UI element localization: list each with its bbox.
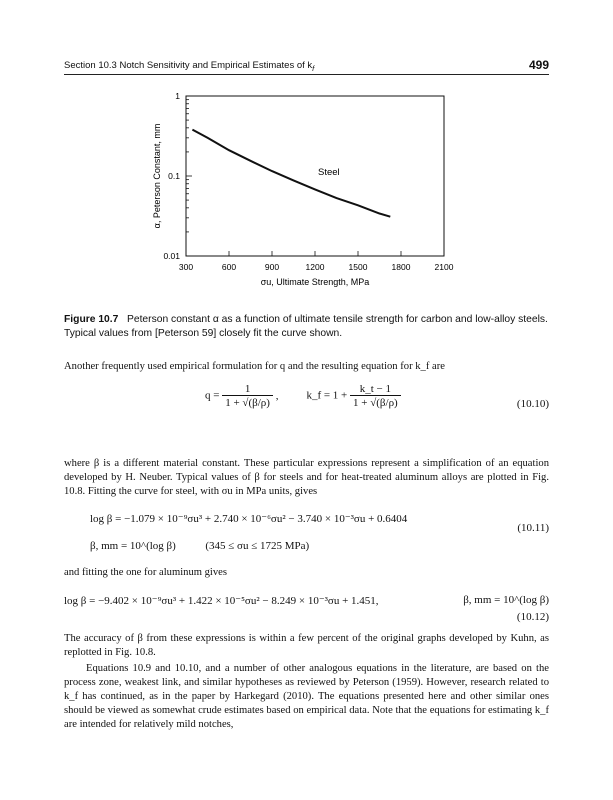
x-tick-label: 1500	[348, 262, 368, 272]
running-header	[64, 58, 549, 75]
page-number: 499	[528, 58, 549, 72]
steel-curve	[192, 130, 390, 217]
eq-kf-lhs: k_f = 1 +	[306, 389, 348, 402]
eq-range: (345 ≤ σu ≤ 1725 MPa)	[205, 540, 310, 552]
eq-q-fraction	[222, 383, 273, 409]
section-title: Section 10.3 Notch Sensitivity and Empirical Estimates of $k_f$	[64, 60, 315, 73]
eq-kf-den: 1 + √(β/ρ)	[353, 397, 398, 409]
x-ticks	[179, 251, 454, 272]
eq-q-lhs: q =	[205, 389, 220, 402]
equation-number-10-12: (10.12)	[516, 611, 549, 623]
steel-annotation: Steel	[318, 167, 340, 178]
eq-q-num: 1	[222, 383, 273, 396]
figure-caption	[64, 313, 549, 341]
x-axis-label: σu, Ultimate Strength, MPa	[260, 277, 370, 287]
y-tick-label: 0.1	[168, 171, 180, 181]
eq-kf-fraction	[350, 383, 401, 409]
x-tick-label: 300	[178, 262, 194, 272]
y-ticks	[163, 91, 192, 261]
figure-caption-text: Peterson constant α as a function of ultimate tensile strength for carbon and low-alloy steels. Typical values from [Peterson 59] closely fit the curve shown.	[64, 314, 548, 339]
intro-paragraph: Another frequently used empirical formulation for q and the resulting equation for k_f are	[64, 361, 445, 372]
equation-10-11-line2	[90, 540, 309, 552]
equation-number-10-11: (10.11)	[517, 522, 549, 534]
equation-10-12-line1: log β = −9.402 × 10⁻⁹σu³ + 1.422 × 10⁻⁵σu² − 8.249 × 10⁻³σu + 1.451,	[64, 595, 379, 607]
equation-10-10: q = $\frac{1}{1 + √(\beta/\rho)}$ , k_f = 1 + $\frac{k\_t - 1}{1 + √(\beta/\rho)}$	[205, 383, 401, 409]
x-tick-label: 600	[221, 262, 237, 272]
paragraph-accuracy: The accuracy of β from these expressions is within a few percent of the original graphs developed by Kuhn, as replotted in Fig. 10.8.	[64, 633, 549, 658]
y-axis-label: α, Peterson Constant, mm	[152, 123, 162, 229]
paragraph-beta: where β is a different material constant. These particular expressions represent a simplification of an equation developed by H. Neuber. Typical values of β for steels and for heat-treated aluminum alloys are plotted in Fig. 10.8. Fitting the curve for steel, with σu in MPa units, gives	[64, 458, 549, 497]
eq-kf-num: k_t − 1	[350, 383, 401, 396]
paragraph-equations: Equations 10.9 and 10.10, and a number of other analogous equations in the literature, are based on the process zone, weakest link, and similar hypotheses as reviewed by Peterson (1959). However, research related to k_f has continued, as in the paper by Harkegard (2010). The equations presented here and other similar ones should be viewed as somewhat crude estimates based on empirical data. Note that the equations for estimating k_f are intended for relatively mild notches,	[64, 663, 549, 730]
equation-10-12-beta: β, mm = 10^(log β)	[463, 594, 549, 606]
y-tick-label: 1	[175, 91, 180, 101]
eq-q-den: 1 + √(β/ρ)	[225, 397, 270, 409]
y-tick-label: 0.01	[163, 251, 180, 261]
equation-10-11-line1: log β = −1.079 × 10⁻⁹σu³ + 2.740 × 10⁻⁶σu² − 3.740 × 10⁻³σu + 0.6404	[90, 513, 408, 525]
equation-number-10-10: (10.10)	[516, 398, 549, 410]
x-tick-label: 2100	[434, 262, 454, 272]
eq-beta-mm: β, mm = 10^(log β)	[90, 540, 176, 552]
paragraph-aluminum: and fitting the one for aluminum gives	[64, 567, 227, 578]
x-tick-label: 1800	[391, 262, 411, 272]
x-tick-label: 900	[264, 262, 280, 272]
plot-frame	[186, 96, 444, 256]
figure-label: Figure 10.7	[64, 314, 119, 325]
x-tick-label: 1200	[305, 262, 325, 272]
